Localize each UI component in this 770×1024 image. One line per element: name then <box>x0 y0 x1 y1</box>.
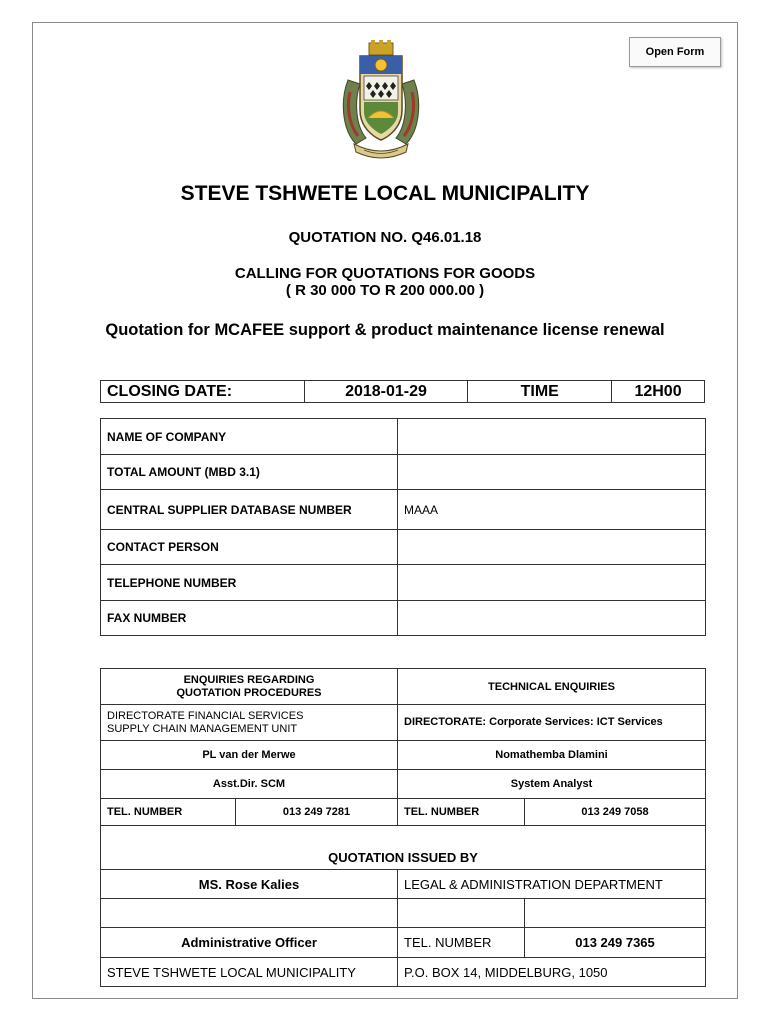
telephone-number-label: TELEPHONE NUMBER <box>101 565 398 601</box>
issuer-department: LEGAL & ADMINISTRATION DEPARTMENT <box>398 870 706 899</box>
closing-date-label: CLOSING DATE: <box>101 381 305 403</box>
technical-contact-title: System Analyst <box>398 770 706 799</box>
closing-time-value: 12H00 <box>612 381 705 403</box>
quotation-subject: Quotation for MCAFEE support & product maintenance license renewal <box>105 321 665 339</box>
company-name-label: NAME OF COMPANY <box>101 419 398 455</box>
procedure-contact-name: PL van der Merwe <box>101 741 398 770</box>
procedure-tel-label: TEL. NUMBER <box>101 799 236 826</box>
total-amount-label: TOTAL AMOUNT (MBD 3.1) <box>101 455 398 490</box>
municipality-title: STEVE TSHWETE LOCAL MUNICIPALITY <box>180 182 590 205</box>
issuer-address: P.O. BOX 14, MIDDELBURG, 1050 <box>398 958 706 987</box>
procedure-contact-title: Asst.Dir. SCM <box>101 770 398 799</box>
table-row <box>101 455 706 490</box>
quotation-number: QUOTATION NO. Q46.01.18 <box>288 229 482 246</box>
contact-person-field[interactable] <box>398 530 706 565</box>
calling-for-quotations <box>0 265 770 299</box>
table-row <box>101 669 706 705</box>
issuer-tel-label: TEL. NUMBER <box>398 928 525 958</box>
table-row <box>101 870 706 899</box>
enquiries-table <box>100 668 706 987</box>
table-row <box>101 419 706 455</box>
technical-tel-value: 013 249 7058 <box>525 799 706 826</box>
open-form-button[interactable]: Open Form <box>629 37 721 67</box>
fax-number-field[interactable] <box>398 601 706 636</box>
blank-cell <box>398 899 525 928</box>
issuer-name: MS. Rose Kalies <box>101 870 398 899</box>
table-row <box>101 741 706 770</box>
fax-number-label: FAX NUMBER <box>101 601 398 636</box>
municipal-coat-of-arms-icon <box>336 40 426 164</box>
calling-line-2: ( R 30 000 TO R 200 000.00 ) <box>285 282 485 299</box>
csd-number-field[interactable]: MAAA <box>398 490 706 530</box>
table-row <box>101 928 706 958</box>
table-row <box>101 565 706 601</box>
procedure-enquiries-header: ENQUIRIES REGARDING QUOTATION PROCEDURES <box>101 669 398 705</box>
table-row <box>101 958 706 987</box>
procedure-directorate: DIRECTORATE FINANCIAL SERVICES SUPPLY CHAIN MANAGEMENT UNIT <box>101 705 398 741</box>
company-name-field[interactable] <box>398 419 706 455</box>
calling-line-1: CALLING FOR QUOTATIONS FOR GOODS <box>234 265 536 282</box>
quotation-issued-by-heading: QUOTATION ISSUED BY <box>101 826 706 870</box>
table-row <box>101 826 706 870</box>
table-row <box>101 490 706 530</box>
table-row <box>101 899 706 928</box>
company-details-table <box>100 418 706 636</box>
table-row <box>101 770 706 799</box>
technical-enquiries-header: TECHNICAL ENQUIRIES <box>398 669 706 705</box>
total-amount-field[interactable] <box>398 455 706 490</box>
table-row <box>101 705 706 741</box>
telephone-number-field[interactable] <box>398 565 706 601</box>
csd-number-label: CENTRAL SUPPLIER DATABASE NUMBER <box>101 490 398 530</box>
issuer-organisation: STEVE TSHWETE LOCAL MUNICIPALITY <box>101 958 398 987</box>
technical-directorate: DIRECTORATE: Corporate Services: ICT Services <box>398 705 706 741</box>
blank-cell <box>525 899 706 928</box>
issuer-position: Administrative Officer <box>101 928 398 958</box>
closing-time-label: TIME <box>468 381 612 403</box>
procedure-tel-value: 013 249 7281 <box>236 799 398 826</box>
issuer-tel-value: 013 249 7365 <box>525 928 706 958</box>
contact-person-label: CONTACT PERSON <box>101 530 398 565</box>
closing-date-table <box>100 380 705 403</box>
technical-contact-name: Nomathemba Dlamini <box>398 741 706 770</box>
blank-cell <box>101 899 398 928</box>
table-row <box>101 530 706 565</box>
table-row <box>101 601 706 636</box>
table-row <box>101 799 706 826</box>
closing-date-value: 2018-01-29 <box>304 381 468 403</box>
technical-tel-label: TEL. NUMBER <box>398 799 525 826</box>
